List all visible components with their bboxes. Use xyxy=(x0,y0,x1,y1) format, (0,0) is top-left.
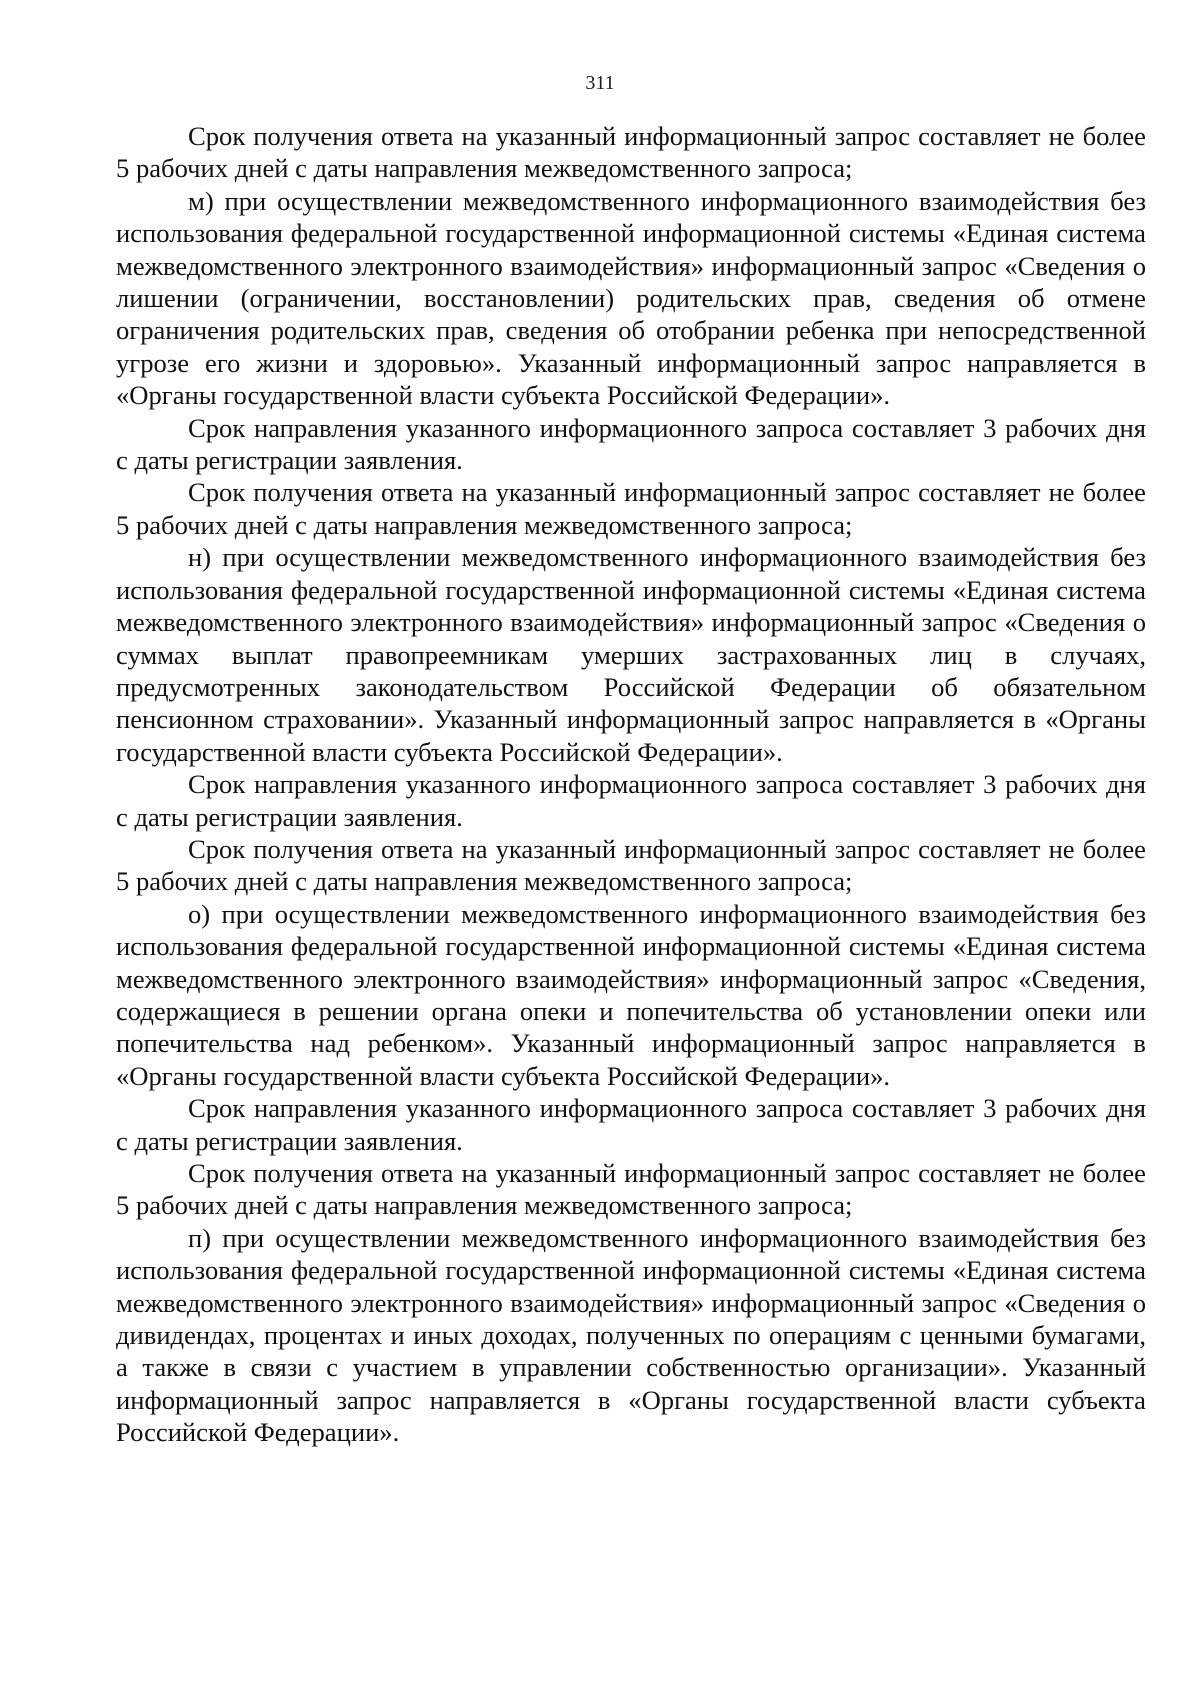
paragraph-deadline-send: Срок направления указанного информационного запроса составляет 3 рабочих дня с даты регистрации заявления. xyxy=(116,412,1146,476)
document-body xyxy=(116,120,1146,1449)
paragraph-item-p: п) при осуществлении межведомственного информационного взаимодействия без использования федеральной государственной информационной системы «Единая система межведомственного электронного взаимодействия» информационный запрос «Сведения о дивидендах, процентах и иных доходах, полученных по операциям с ценными бумагами, а также в связи с участием в управлении собственностью организации». Указанный информационный запрос направляется в «Органы государственной власти субъекта Российской Федерации». xyxy=(116,1222,1146,1448)
paragraph-deadline-response: Срок получения ответа на указанный информационный запрос составляет не более 5 рабочих дней с даты направления межведомственного запроса; xyxy=(116,477,1146,540)
page-number: 311 xyxy=(585,72,615,94)
paragraph-item-n: н) при осуществлении межведомственного информационного взаимодействия без использования федеральной государственной информационной системы «Единая система межведомственного электронного взаимодействия» информационный запрос «Сведения о суммах выплат правопреемникам умерших застрахованных лиц в случаях, предусмотренных законодательством Российской Федерации об обязательном пенсионном страховании». Указанный информационный запрос направляется в «Органы государственной власти субъекта Российской Федерации». xyxy=(116,542,1146,767)
paragraph-deadline-response: Срок получения ответа на указанный информационный запрос составляет не более 5 рабочих дней с даты направления межведомственного запроса; xyxy=(116,833,1146,897)
paragraph-deadline-response: Срок получения ответа на указанный информационный запрос составляет не более 5 рабочих дней с даты направления межведомственного запроса; xyxy=(116,1158,1146,1221)
paragraph-deadline-send: Срок направления указанного информационного запроса составляет 3 рабочих дня с даты регистрации заявления. xyxy=(116,1093,1146,1156)
paragraph-item-o: о) при осуществлении межведомственного информационного взаимодействия без использования федеральной государственной информационной системы «Единая система межведомственного электронного взаимодействия» информационный запрос «Сведения, содержащиеся в решении органа опеки и попечительства об установлении опеки или попечительства над ребенком». Указанный информационный запрос направляется в «Органы государственной власти субъекта Российской Федерации». xyxy=(116,898,1146,1091)
paragraph-deadline-send: Срок направления указанного информационного запроса составляет 3 рабочих дня с даты регистрации заявления. xyxy=(116,769,1146,832)
paragraph-item-m: м) при осуществлении межведомственного информационного взаимодействия без использования федеральной государственной информационной системы «Единая система межведомственного электронного взаимодействия» информационный запрос «Сведения о лишении (ограничении, восстановлении) родительских прав, сведения об отмене ограничения родительских прав, сведения об отобрании ребенка при непосредственной угрозе его жизни и здоровью». Указанный информационный запрос направляется в «Органы государственной власти субъекта Российской Федерации». xyxy=(116,185,1146,411)
paragraph-deadline-response: Срок получения ответа на указанный информационный запрос составляет не более 5 рабочих дней с даты направления межведомственного запроса; xyxy=(116,121,1146,184)
